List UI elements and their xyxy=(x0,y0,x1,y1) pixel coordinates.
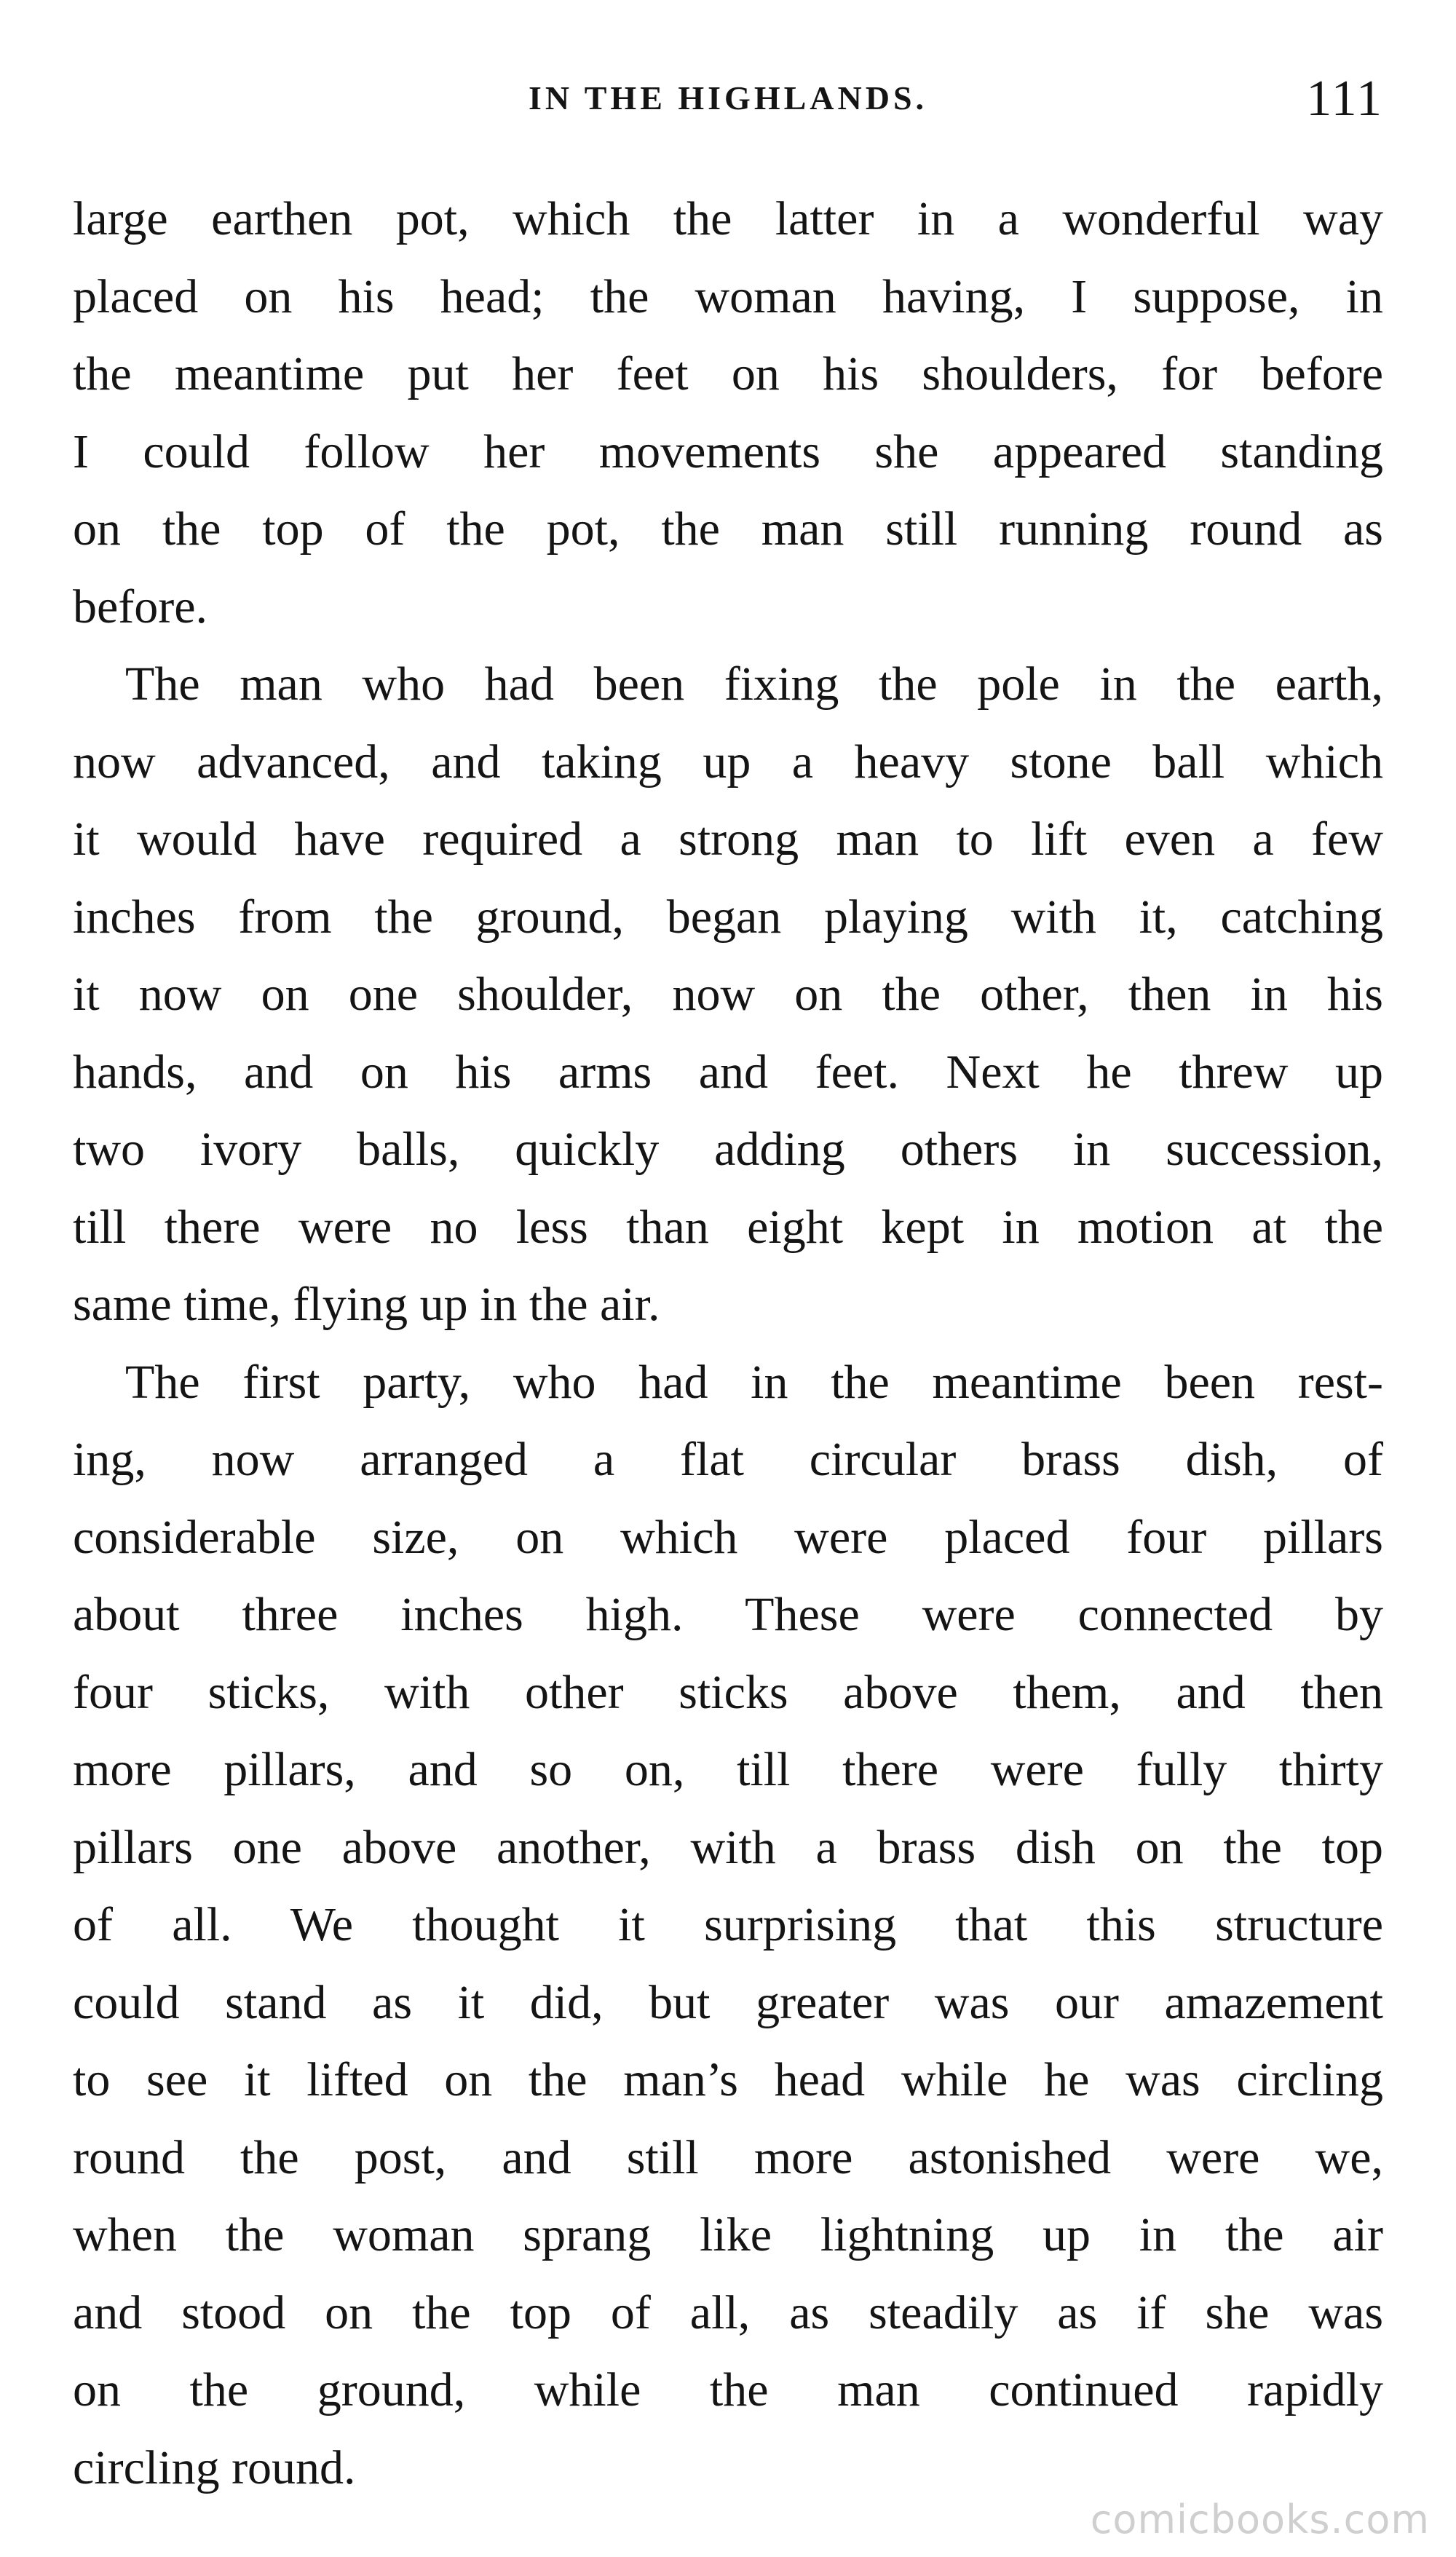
text-line: round the post, and still more astonished were we, xyxy=(73,2130,1383,2184)
text-line: ing, now arranged a flat circular brass dish, of xyxy=(73,1433,1383,1486)
text-line: and stood on the top of all, as steadily as if she was xyxy=(73,2285,1383,2339)
paragraph-1 xyxy=(73,181,1383,646)
running-title: IN THE HIGHLANDS. xyxy=(528,79,928,116)
text-line: on the ground, while the man continued rapidly xyxy=(73,2363,1383,2416)
page-number: 111 xyxy=(1306,71,1383,127)
text-line: two ivory balls, quickly adding others in succession, xyxy=(73,1123,1383,1176)
body-text xyxy=(73,181,1383,2507)
text-line: The first party, who had in the meantime been rest- xyxy=(125,1355,1383,1409)
text-line: on the top of the pot, the man still running round as xyxy=(73,502,1383,556)
text-line: the meantime put her feet on his shoulders, for before xyxy=(73,347,1383,400)
text-line: placed on his head; the woman having, I suppose, in xyxy=(73,269,1383,323)
text-line: The man who had been fixing the pole in the earth, xyxy=(125,657,1383,711)
text-line: could stand as it did, but greater was our amazement xyxy=(73,1975,1383,2029)
text-line: pillars one above another, with a brass dish on the top xyxy=(73,1820,1383,1874)
watermark: comicbooks.com xyxy=(1090,2497,1430,2542)
text-line: circling round. xyxy=(73,2441,356,2494)
text-line: till there were no less than eight kept in motion at the xyxy=(73,1200,1383,1254)
text-line: same time, flying up in the air. xyxy=(73,1278,660,1331)
text-line: it now on one shoulder, now on the other, then in his xyxy=(73,968,1383,1021)
text-line: large earthen pot, which the latter in a wonderful way xyxy=(73,192,1383,245)
paragraph-3 xyxy=(73,1344,1383,2507)
text-line: more pillars, and so on, till there were fully thirty xyxy=(73,1743,1383,1796)
text-line: about three inches high. These were connected by xyxy=(73,1588,1383,1641)
text-line: inches from the ground, began playing with it, catching xyxy=(73,890,1383,944)
text-line: hands, and on his arms and feet. Next he threw up xyxy=(73,1045,1383,1099)
text-line: I could follow her movements she appeared standing xyxy=(73,424,1383,478)
text-line: of all. We thought it surprising that this structure xyxy=(73,1898,1383,1951)
text-line: four sticks, with other sticks above them, and then xyxy=(73,1665,1383,1719)
text-line: considerable size, on which were placed four pillars xyxy=(73,1510,1383,1564)
running-head xyxy=(73,70,1383,135)
text-line: before. xyxy=(73,580,208,633)
text-line: when the woman sprang like lightning up in the air xyxy=(73,2208,1383,2261)
text-line: now advanced, and taking up a heavy stone ball which xyxy=(73,735,1383,789)
paragraph-2 xyxy=(73,646,1383,1344)
text-line: it would have required a strong man to lift even a few xyxy=(73,813,1383,866)
text-line: to see it lifted on the man’s head while he was circling xyxy=(73,2053,1383,2106)
